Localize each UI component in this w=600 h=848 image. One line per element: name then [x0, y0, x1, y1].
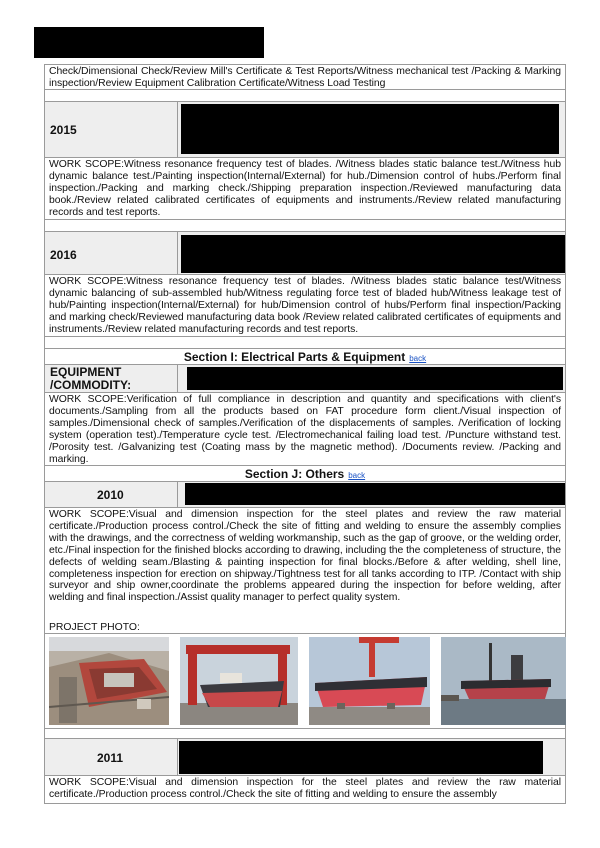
spacer-row: [44, 220, 566, 232]
redacted-project: [181, 104, 559, 154]
scope-row-2011: [44, 776, 566, 804]
column-divider: [177, 365, 178, 393]
scope-text: WORK SCOPE:Visual and dimension inspection for the steel plates and review the raw material certificate./Production process control./Check the site of fitting and welding to ensure the assembly complies with the drawings, and the correctness of welding workmanship, such as the gap of groove, or the welding order, etc./Final inspection for the finished blocks according to drawing, including the the completeness of structure, the defects of welding seam./Blasting & painting inspection for final blocks./Before & after welding, shell line, completeness inspection for erection on shipway./Tightness test for all tanks according to ITP. /Contact with ship surveyor and ship owner,coordinate the problems appeared during the inspection for before welding, after welding and final inspection./Assist quality manager to perfect quality system.: [49, 509, 561, 604]
year-row-2016: [44, 232, 566, 275]
equipment-label-line2: /COMMODITY:: [50, 378, 132, 392]
back-link[interactable]: back: [409, 354, 427, 363]
project-photo-1: [49, 637, 169, 725]
year-label: 2016: [50, 248, 77, 262]
column-divider: [177, 232, 178, 275]
top-scope-row: [44, 64, 566, 90]
spacer-row: [44, 90, 566, 102]
project-photo-2: [180, 637, 298, 725]
year-row-2011: [44, 739, 566, 776]
scope-row-2010: [44, 508, 566, 634]
year-label: 2015: [50, 123, 77, 137]
column-divider: [177, 102, 178, 158]
section-i-header: [44, 349, 566, 365]
spacer-row: [44, 337, 566, 349]
redacted-project: [185, 483, 565, 505]
section-j-title: Section J: Others: [244, 467, 345, 481]
top-scope-text: Check/Dimensional Check/Review Mill's Certificate & Test Reports/Witness mechanical test /Packing & Marking inspection/Review Equipment Calibration Certificate/Witness Load Testing: [49, 66, 561, 89]
redacted-commodity: [187, 367, 563, 390]
section-title: [45, 349, 565, 364]
redacted-project: [179, 741, 543, 774]
year-row-2010: [44, 482, 566, 508]
redacted-header: [34, 27, 264, 58]
scope-row-2015: [44, 158, 566, 220]
scope-text: WORK SCOPE:Witness resonance frequency test of blades. /Witness blades static balance test/Witness dynamic balancing of sub-assembled hub/Witness regulating force test of bladed hub/Witness leakage test of hub/Painting inspection(Internal/External) for hub/Dimension control of hubs/Perform final inspection/Packing and marking check/Reviewed manufacturing data book /Review related calibrated certificates of equipments and instruments./Review related manufacturing records and test reports.: [49, 276, 561, 335]
equipment-label-line1: EQUIPMENT: [50, 365, 122, 379]
column-divider: [177, 739, 178, 776]
project-photo-4: [441, 637, 566, 725]
back-link[interactable]: back: [348, 471, 366, 480]
section-i-title: Section I: Electrical Parts & Equipment: [183, 350, 406, 364]
section-i-scope-row: [44, 393, 566, 466]
scope-text: WORK SCOPE:Verification of full compliance in description and quantity and specifications with client's documents./Sampling from all the products based on FAT procedure form client./Visual inspection of samples./Dimensional check of samples./Verification of the displacements of samples. /Verification of locking system (operation test)./Temperature cycle test. /Electromechanical failing load test. /Puncture withstand test. /Porosity test. /Galvanizing test (Coating mass by the magnetic method). /Documents review. /Packing and marking.: [49, 394, 561, 465]
scope-row-2016: [44, 275, 566, 337]
year-label: 2011: [97, 751, 124, 765]
scope-text: WORK SCOPE:Witness resonance frequency test of blades. /Witness blades static balance test./Witness hub dynamic balance test./Painting inspection(Internal/External) for hub./Dimension control of hubs./Perform final inspection./Packing and marking check./Shipping preparation inspection./Reviewed manufacturing data book./Review related calibrated certificates of equipments and instruments./Review related manufacturing records and test reports.: [49, 159, 561, 218]
column-divider: [177, 482, 178, 508]
section-j-header: [44, 466, 566, 482]
project-photo-3: [309, 637, 430, 725]
equipment-label: [50, 366, 131, 392]
spacer-row: [44, 729, 566, 739]
year-row-2015: [44, 102, 566, 158]
scope-text: WORK SCOPE:Visual and dimension inspection for the steel plates and review the raw material certificate./Production process control./Check the site of fitting and welding to ensure the assembly: [49, 777, 561, 800]
section-title: [45, 466, 565, 481]
project-photo-label: PROJECT PHOTO:: [49, 622, 140, 633]
redacted-project: [181, 235, 565, 273]
year-label: 2010: [97, 488, 124, 502]
section-i-equipment-row: [44, 365, 566, 393]
